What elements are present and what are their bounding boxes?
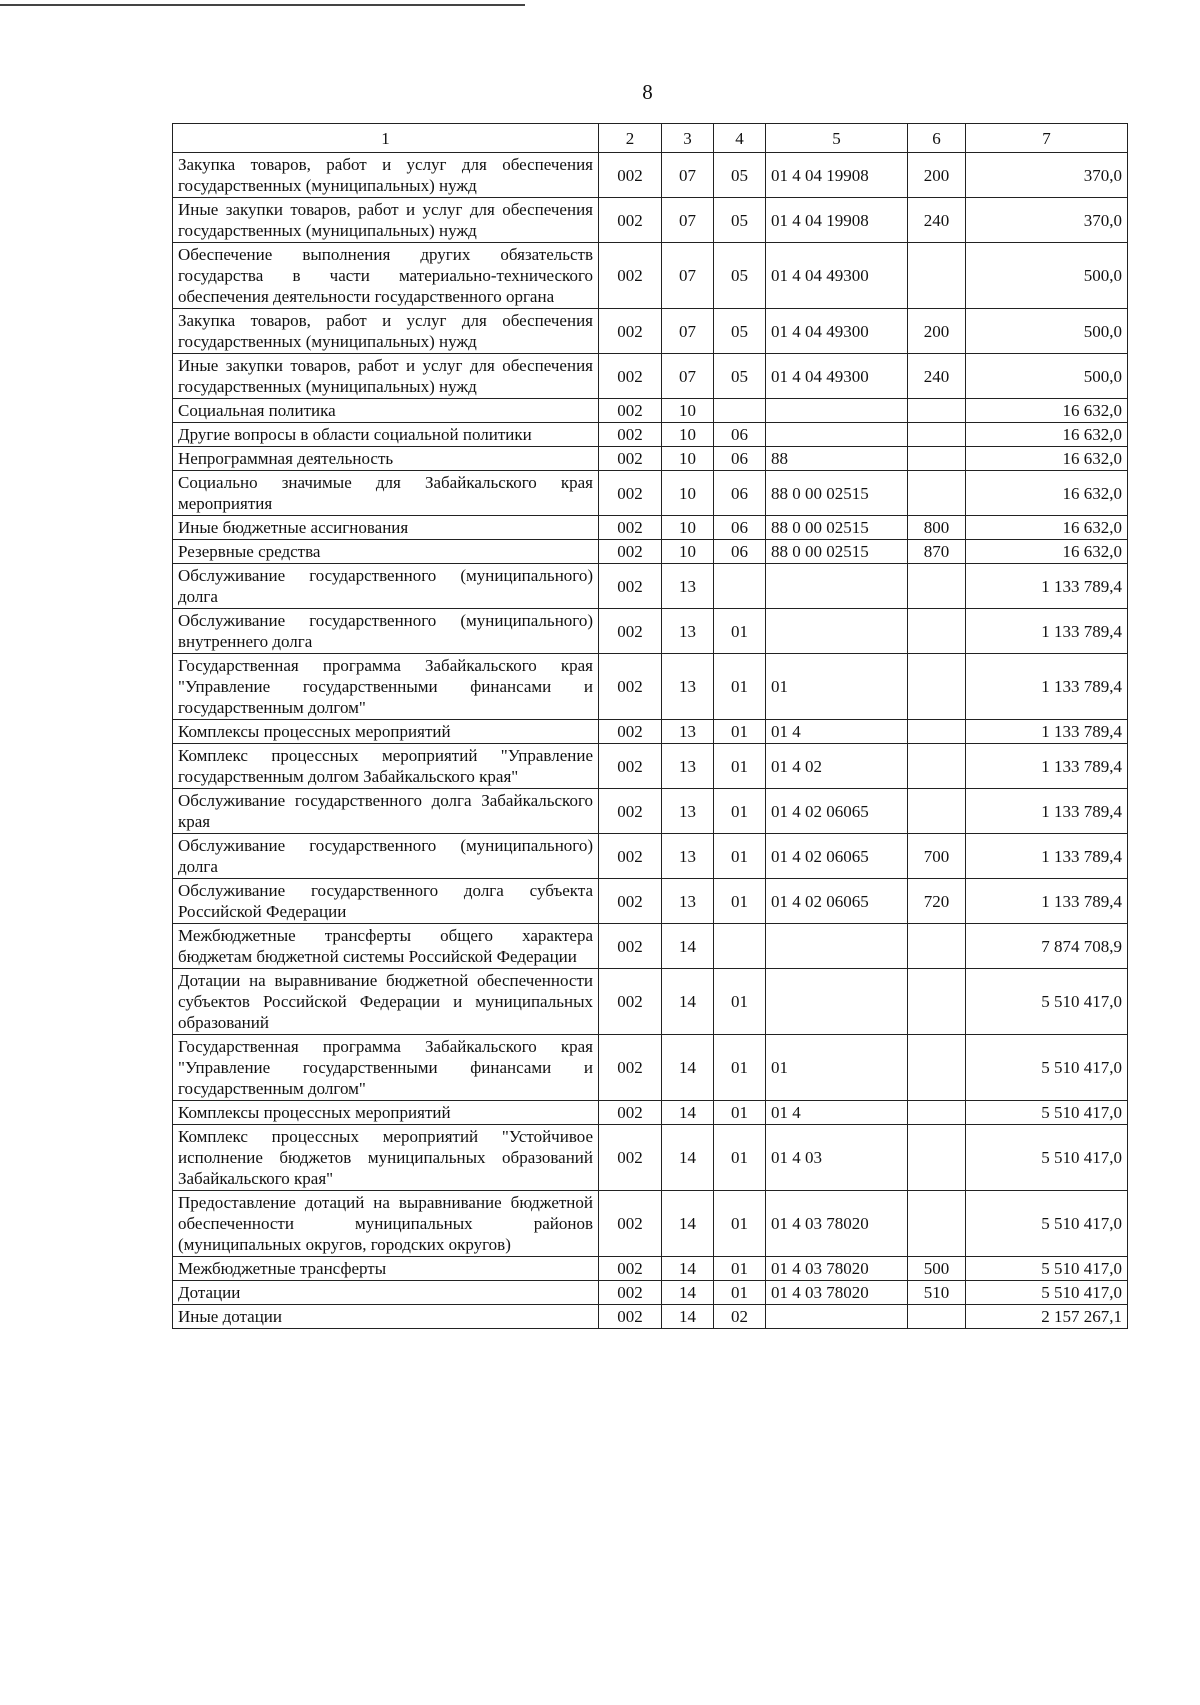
header-cell: 6	[908, 124, 966, 153]
row-name-cell: Обслуживание государственного (муниципального) долга	[173, 834, 599, 879]
amount-cell: 5 510 417,0	[966, 1035, 1128, 1101]
amount-cell: 500,0	[966, 354, 1128, 399]
expense-type-cell: 870	[908, 540, 966, 564]
admin-code-cell: 002	[599, 789, 662, 834]
subsection-cell: 01	[714, 720, 766, 744]
row-name-cell: Обеспечение выполнения других обязательств государства в части материально-технического обеспечения деятельности государственного органа	[173, 243, 599, 309]
amount-cell: 5 510 417,0	[966, 1281, 1128, 1305]
expense-type-cell: 500	[908, 1257, 966, 1281]
amount-cell: 2 157 267,1	[966, 1305, 1128, 1329]
target-article-cell	[766, 609, 908, 654]
header-cell: 5	[766, 124, 908, 153]
table-row	[173, 354, 1128, 399]
section-cell: 10	[662, 447, 714, 471]
amount-cell: 1 133 789,4	[966, 789, 1128, 834]
admin-code-cell: 002	[599, 354, 662, 399]
target-article-cell: 01 4	[766, 1101, 908, 1125]
expense-type-cell	[908, 1191, 966, 1257]
table-row	[173, 879, 1128, 924]
row-name-cell: Иные дотации	[173, 1305, 599, 1329]
expense-type-cell	[908, 924, 966, 969]
section-cell: 14	[662, 924, 714, 969]
section-cell: 07	[662, 309, 714, 354]
header-cell: 4	[714, 124, 766, 153]
subsection-cell: 06	[714, 423, 766, 447]
expense-type-cell	[908, 243, 966, 309]
amount-cell: 500,0	[966, 309, 1128, 354]
target-article-cell: 88 0 00 02515	[766, 540, 908, 564]
section-cell: 10	[662, 516, 714, 540]
section-cell: 10	[662, 399, 714, 423]
subsection-cell: 01	[714, 789, 766, 834]
admin-code-cell: 002	[599, 720, 662, 744]
target-article-cell	[766, 399, 908, 423]
expense-type-cell: 240	[908, 198, 966, 243]
section-cell: 14	[662, 1101, 714, 1125]
row-name-cell: Предоставление дотаций на выравнивание бюджетной обеспеченности муниципальных районов (муниципальных округов, городских округов)	[173, 1191, 599, 1257]
table-row	[173, 1257, 1128, 1281]
subsection-cell: 01	[714, 1257, 766, 1281]
subsection-cell	[714, 399, 766, 423]
expense-type-cell	[908, 1125, 966, 1191]
subsection-cell: 05	[714, 309, 766, 354]
admin-code-cell: 002	[599, 969, 662, 1035]
subsection-cell	[714, 564, 766, 609]
section-cell: 13	[662, 834, 714, 879]
target-article-cell: 01 4 02 06065	[766, 834, 908, 879]
section-cell: 14	[662, 969, 714, 1035]
amount-cell: 370,0	[966, 153, 1128, 198]
row-name-cell: Обслуживание государственного долга Забайкальского края	[173, 789, 599, 834]
subsection-cell: 01	[714, 1125, 766, 1191]
header-cell: 1	[173, 124, 599, 153]
section-cell: 13	[662, 564, 714, 609]
table-row	[173, 654, 1128, 720]
expense-type-cell: 700	[908, 834, 966, 879]
section-cell: 13	[662, 879, 714, 924]
expense-type-cell	[908, 399, 966, 423]
row-name-cell: Дотации	[173, 1281, 599, 1305]
admin-code-cell: 002	[599, 564, 662, 609]
section-cell: 13	[662, 789, 714, 834]
target-article-cell	[766, 969, 908, 1035]
row-name-cell: Иные закупки товаров, работ и услуг для обеспечения государственных (муниципальных) нужд	[173, 354, 599, 399]
row-name-cell: Непрограммная деятельность	[173, 447, 599, 471]
table-row	[173, 1305, 1128, 1329]
header-cell: 2	[599, 124, 662, 153]
table-row	[173, 744, 1128, 789]
page-number: 8	[642, 80, 653, 104]
row-name-cell: Дотации на выравнивание бюджетной обеспеченности субъектов Российской Федерации и муниципальных образований	[173, 969, 599, 1035]
admin-code-cell: 002	[599, 654, 662, 720]
target-article-cell	[766, 1305, 908, 1329]
admin-code-cell: 002	[599, 1191, 662, 1257]
admin-code-cell: 002	[599, 834, 662, 879]
amount-cell: 5 510 417,0	[966, 969, 1128, 1035]
table-row	[173, 309, 1128, 354]
row-name-cell: Государственная программа Забайкальского края "Управление государственными финансами и государственным долгом"	[173, 654, 599, 720]
table-row	[173, 609, 1128, 654]
subsection-cell: 05	[714, 198, 766, 243]
row-name-cell: Социальная политика	[173, 399, 599, 423]
admin-code-cell: 002	[599, 447, 662, 471]
section-cell: 14	[662, 1125, 714, 1191]
target-article-cell: 01 4 03 78020	[766, 1257, 908, 1281]
table-row	[173, 969, 1128, 1035]
target-article-cell: 01 4 03	[766, 1125, 908, 1191]
expense-type-cell	[908, 609, 966, 654]
target-article-cell: 01 4 02 06065	[766, 879, 908, 924]
expense-type-cell: 200	[908, 153, 966, 198]
target-article-cell: 01	[766, 654, 908, 720]
section-cell: 14	[662, 1257, 714, 1281]
expense-type-cell	[908, 720, 966, 744]
admin-code-cell: 002	[599, 243, 662, 309]
table-row	[173, 1125, 1128, 1191]
row-name-cell: Иные закупки товаров, работ и услуг для обеспечения государственных (муниципальных) нужд	[173, 198, 599, 243]
target-article-cell: 88	[766, 447, 908, 471]
section-cell: 07	[662, 243, 714, 309]
subsection-cell: 01	[714, 1101, 766, 1125]
expense-type-cell: 720	[908, 879, 966, 924]
admin-code-cell: 002	[599, 1281, 662, 1305]
section-cell: 14	[662, 1281, 714, 1305]
section-cell: 14	[662, 1035, 714, 1101]
expense-type-cell	[908, 654, 966, 720]
target-article-cell: 01 4 02	[766, 744, 908, 789]
admin-code-cell: 002	[599, 153, 662, 198]
expense-type-cell	[908, 564, 966, 609]
amount-cell: 16 632,0	[966, 447, 1128, 471]
row-name-cell: Комплекс процессных мероприятий "Устойчивое исполнение бюджетов муниципальных образований Забайкальского края"	[173, 1125, 599, 1191]
admin-code-cell: 002	[599, 423, 662, 447]
amount-cell: 1 133 789,4	[966, 564, 1128, 609]
amount-cell: 7 874 708,9	[966, 924, 1128, 969]
table-row	[173, 153, 1128, 198]
amount-cell: 1 133 789,4	[966, 654, 1128, 720]
subsection-cell: 05	[714, 153, 766, 198]
target-article-cell	[766, 564, 908, 609]
target-article-cell	[766, 423, 908, 447]
section-cell: 10	[662, 471, 714, 516]
expense-type-cell	[908, 423, 966, 447]
table-row	[173, 924, 1128, 969]
amount-cell: 370,0	[966, 198, 1128, 243]
table-row	[173, 198, 1128, 243]
amount-cell: 16 632,0	[966, 423, 1128, 447]
subsection-cell: 01	[714, 1035, 766, 1101]
row-name-cell: Государственная программа Забайкальского края "Управление государственными финансами и государственным долгом"	[173, 1035, 599, 1101]
subsection-cell: 05	[714, 354, 766, 399]
subsection-cell: 01	[714, 969, 766, 1035]
subsection-cell: 06	[714, 447, 766, 471]
subsection-cell: 06	[714, 471, 766, 516]
admin-code-cell: 002	[599, 1101, 662, 1125]
admin-code-cell: 002	[599, 198, 662, 243]
row-name-cell: Межбюджетные трансферты	[173, 1257, 599, 1281]
subsection-cell: 01	[714, 1191, 766, 1257]
admin-code-cell: 002	[599, 309, 662, 354]
table-row	[173, 399, 1128, 423]
expense-type-cell	[908, 1101, 966, 1125]
section-cell: 10	[662, 423, 714, 447]
expense-type-cell: 200	[908, 309, 966, 354]
row-name-cell: Комплексы процессных мероприятий	[173, 1101, 599, 1125]
table-row	[173, 447, 1128, 471]
table-row	[173, 564, 1128, 609]
amount-cell: 1 133 789,4	[966, 744, 1128, 789]
subsection-cell: 01	[714, 1281, 766, 1305]
subsection-cell: 01	[714, 609, 766, 654]
row-name-cell: Обслуживание государственного (муниципального) внутреннего долга	[173, 609, 599, 654]
admin-code-cell: 002	[599, 744, 662, 789]
admin-code-cell: 002	[599, 516, 662, 540]
subsection-cell: 05	[714, 243, 766, 309]
header-cell: 7	[966, 124, 1128, 153]
target-article-cell: 01 4 03 78020	[766, 1191, 908, 1257]
table-row	[173, 1191, 1128, 1257]
expense-type-cell	[908, 447, 966, 471]
subsection-cell: 02	[714, 1305, 766, 1329]
amount-cell: 5 510 417,0	[966, 1101, 1128, 1125]
admin-code-cell: 002	[599, 924, 662, 969]
table-row	[173, 423, 1128, 447]
row-name-cell: Другие вопросы в области социальной политики	[173, 423, 599, 447]
row-name-cell: Закупка товаров, работ и услуг для обеспечения государственных (муниципальных) нужд	[173, 153, 599, 198]
expense-type-cell: 240	[908, 354, 966, 399]
section-cell: 07	[662, 198, 714, 243]
target-article-cell	[766, 924, 908, 969]
target-article-cell: 01 4 04 49300	[766, 354, 908, 399]
table-row	[173, 789, 1128, 834]
table-row	[173, 1281, 1128, 1305]
table-row	[173, 834, 1128, 879]
header-row	[173, 124, 1128, 153]
expense-type-cell: 800	[908, 516, 966, 540]
section-cell: 14	[662, 1191, 714, 1257]
table-row	[173, 243, 1128, 309]
target-article-cell: 01 4 04 49300	[766, 243, 908, 309]
expense-type-cell	[908, 744, 966, 789]
table-row	[173, 471, 1128, 516]
admin-code-cell: 002	[599, 1125, 662, 1191]
subsection-cell: 06	[714, 516, 766, 540]
admin-code-cell: 002	[599, 1035, 662, 1101]
amount-cell: 16 632,0	[966, 471, 1128, 516]
section-cell: 14	[662, 1305, 714, 1329]
section-cell: 13	[662, 720, 714, 744]
subsection-cell: 01	[714, 744, 766, 789]
amount-cell: 1 133 789,4	[966, 834, 1128, 879]
row-name-cell: Комплекс процессных мероприятий "Управление государственным долгом Забайкальского края"	[173, 744, 599, 789]
expense-type-cell	[908, 789, 966, 834]
table-row	[173, 1035, 1128, 1101]
admin-code-cell: 002	[599, 471, 662, 516]
admin-code-cell: 002	[599, 540, 662, 564]
row-name-cell: Социально значимые для Забайкальского края мероприятия	[173, 471, 599, 516]
admin-code-cell: 002	[599, 1257, 662, 1281]
section-cell: 13	[662, 744, 714, 789]
amount-cell: 1 133 789,4	[966, 609, 1128, 654]
table-row	[173, 516, 1128, 540]
budget-table	[172, 123, 1128, 1329]
row-name-cell: Межбюджетные трансферты общего характера бюджетам бюджетной системы Российской Федерации	[173, 924, 599, 969]
row-name-cell: Закупка товаров, работ и услуг для обеспечения государственных (муниципальных) нужд	[173, 309, 599, 354]
table-row	[173, 1101, 1128, 1125]
amount-cell: 16 632,0	[966, 540, 1128, 564]
amount-cell: 500,0	[966, 243, 1128, 309]
amount-cell: 1 133 789,4	[966, 720, 1128, 744]
target-article-cell: 01 4 04 19908	[766, 153, 908, 198]
amount-cell: 16 632,0	[966, 516, 1128, 540]
target-article-cell: 01 4 04 49300	[766, 309, 908, 354]
target-article-cell: 01 4 04 19908	[766, 198, 908, 243]
subsection-cell: 06	[714, 540, 766, 564]
admin-code-cell: 002	[599, 879, 662, 924]
target-article-cell: 88 0 00 02515	[766, 516, 908, 540]
admin-code-cell: 002	[599, 1305, 662, 1329]
section-cell: 13	[662, 609, 714, 654]
subsection-cell: 01	[714, 654, 766, 720]
amount-cell: 5 510 417,0	[966, 1125, 1128, 1191]
table-body	[173, 153, 1128, 1329]
subsection-cell	[714, 924, 766, 969]
amount-cell: 16 632,0	[966, 399, 1128, 423]
expense-type-cell	[908, 969, 966, 1035]
expense-type-cell	[908, 1305, 966, 1329]
amount-cell: 5 510 417,0	[966, 1191, 1128, 1257]
section-cell: 10	[662, 540, 714, 564]
target-article-cell: 88 0 00 02515	[766, 471, 908, 516]
row-name-cell: Обслуживание государственного долга субъекта Российской Федерации	[173, 879, 599, 924]
row-name-cell: Комплексы процессных мероприятий	[173, 720, 599, 744]
section-cell: 13	[662, 654, 714, 720]
amount-cell: 1 133 789,4	[966, 879, 1128, 924]
target-article-cell: 01 4 02 06065	[766, 789, 908, 834]
expense-type-cell	[908, 471, 966, 516]
row-name-cell: Резервные средства	[173, 540, 599, 564]
amount-cell: 5 510 417,0	[966, 1257, 1128, 1281]
target-article-cell: 01 4	[766, 720, 908, 744]
admin-code-cell: 002	[599, 609, 662, 654]
expense-type-cell: 510	[908, 1281, 966, 1305]
top-rule	[0, 4, 525, 6]
header-cell: 3	[662, 124, 714, 153]
admin-code-cell: 002	[599, 399, 662, 423]
row-name-cell: Иные бюджетные ассигнования	[173, 516, 599, 540]
table-row	[173, 720, 1128, 744]
subsection-cell: 01	[714, 879, 766, 924]
target-article-cell: 01 4 03 78020	[766, 1281, 908, 1305]
target-article-cell: 01	[766, 1035, 908, 1101]
section-cell: 07	[662, 153, 714, 198]
expense-type-cell	[908, 1035, 966, 1101]
table-row	[173, 540, 1128, 564]
subsection-cell: 01	[714, 834, 766, 879]
row-name-cell: Обслуживание государственного (муниципального) долга	[173, 564, 599, 609]
section-cell: 07	[662, 354, 714, 399]
